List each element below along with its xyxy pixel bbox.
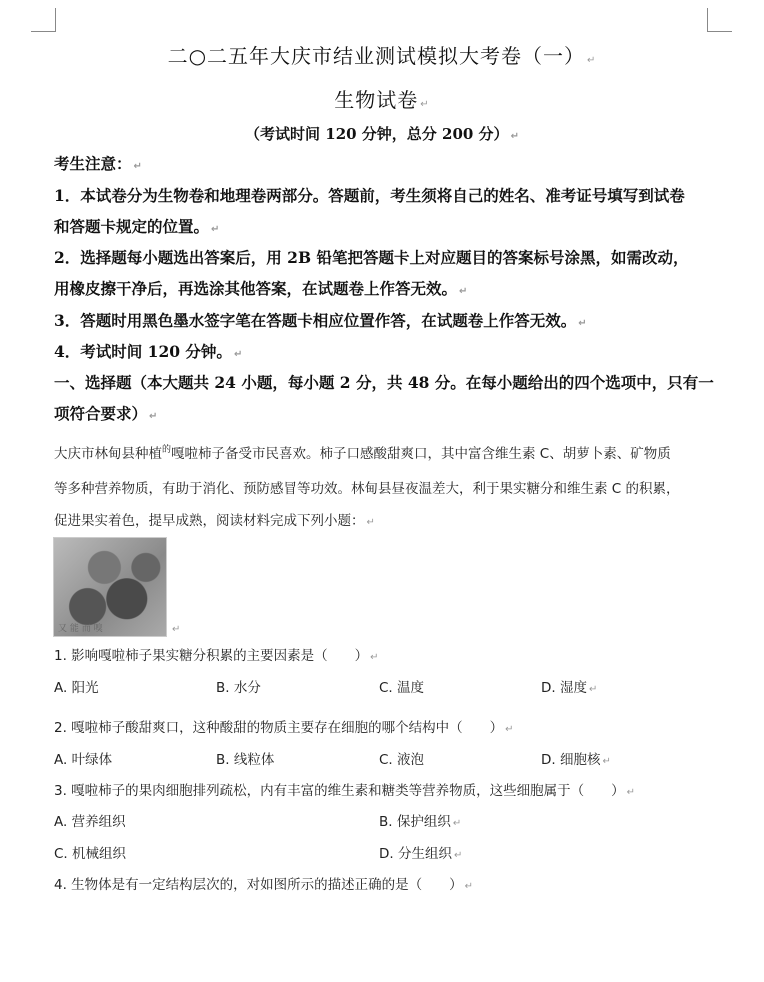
question-3-stem: 3. 嘎啦柿子的果肉细胞排列疏松，内有丰富的维生素和糖类等营养物质，这些细胞属于（ ） ↵ [54, 783, 636, 799]
passage-line: 促进果实着色，提早成熟，阅读材料完成下列小题： ↵ [54, 513, 375, 529]
question-2-option-b: B. 线粒体 [216, 752, 275, 768]
notice-item-2-cont: 用橡皮擦干净后，再选涂其他答案，在试题卷上作答无效。 ↵ [54, 279, 468, 298]
notice-item-4: 4．考试时间 120 分钟。 ↵ [54, 342, 243, 361]
notice-heading: 考生注意： ↵ [54, 154, 142, 173]
notice-item-1: 1．本试卷分为生物卷和地理卷两部分。答题前，考生须将自己的姓名、准考证号填写到试卷 [54, 186, 685, 205]
notice-item-3: 3．答题时用黑色墨水签字笔在答题卡相应位置作答，在试题卷上作答无效。 ↵ [54, 311, 587, 330]
passage-line: 等多种营养物质，有助于消化、预防感冒等功效。林甸县昼夜温差大，利于果实糖分和维生素 C 的积累， [54, 481, 680, 497]
notice-item-2: 2．选择题每小题选出答案后，用 2B 铅笔把答题卡上对应题目的答案标号涂黑，如需改动， [54, 248, 689, 267]
exam-title: 二○二五年大庆市结业测试模拟大考卷（一） ↵ [167, 44, 597, 68]
photo-caption: 又 能 而 嗅 [58, 624, 103, 634]
question-1-option-b: B. 水分 [216, 680, 261, 696]
question-1-stem: 1. 影响嘎啦柿子果实糖分积累的主要因素是（ ） ↵ [54, 648, 379, 664]
question-3-option-a: A. 营养组织 [54, 814, 126, 830]
question-1-option-d: D. 湿度 ↵ [541, 680, 598, 696]
question-3-option-b: B. 保护组织 ↵ [379, 814, 462, 830]
question-1-option-a: A. 阳光 [54, 680, 99, 696]
crop-mark-top-right [707, 8, 708, 32]
question-2-option-a: A. 叶绿体 [54, 752, 113, 768]
question-2-option-c: C. 液泡 [379, 752, 425, 768]
section-heading-cont: 项符合要求） ↵ [54, 404, 158, 423]
question-2-stem: 2. 嘎啦柿子酸甜爽口，这种酸甜的物质主要存在细胞的哪个结构中（ ） ↵ [54, 720, 514, 736]
crop-mark-top-left [55, 8, 56, 32]
notice-item-1-cont: 和答题卡规定的位置。 ↵ [54, 217, 220, 236]
question-1-option-c: C. 温度 [379, 680, 425, 696]
question-2-option-d: D. 细胞核 ↵ [541, 752, 611, 768]
question-3-option-c: C. 机械组织 [54, 846, 127, 862]
crop-mark-top-right [707, 31, 732, 32]
question-4-stem: 4. 生物体是有一定结构层次的，对如图所示的描述正确的是（ ） ↵ [54, 877, 474, 893]
passage-line: 大庆市林甸县种植$^的$嘎啦柿子备受市民喜欢。柿子口感酸甜爽口，其中富含维生素 C、胡萝卜素、矿物质 [54, 445, 671, 462]
question-3-option-d: D. 分生组织 ↵ [379, 846, 463, 862]
section-heading: 一、选择题（本大题共 24 小题，每小题 2 分，共 48 分。在每小题给出的四个选项中，只有一 [54, 373, 714, 392]
exam-time-info: （考试时间 120 分钟，总分 200 分） ↵ [245, 125, 519, 143]
paragraph-mark: ↵ [172, 624, 181, 635]
subject-title: 生物试卷 ↵ [334, 88, 430, 112]
persimmon-photo [53, 537, 167, 637]
crop-mark-top-left [31, 31, 56, 32]
